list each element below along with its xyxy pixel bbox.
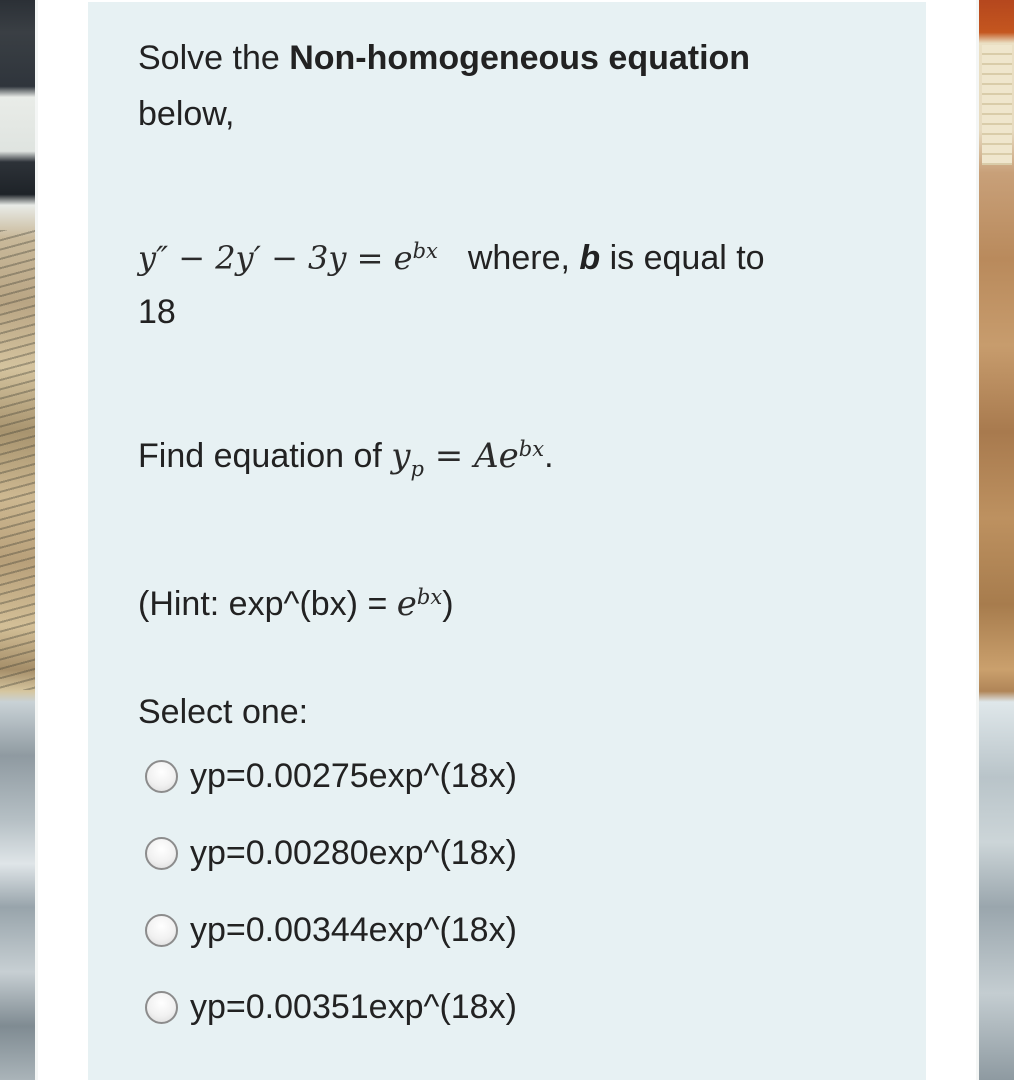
- question-card: [88, 2, 926, 1080]
- page: [38, 0, 976, 1080]
- b-value: 18: [138, 293, 176, 331]
- yp-rhs: = Ae: [434, 436, 519, 476]
- background-texture: [0, 230, 38, 690]
- radio-button[interactable]: [145, 760, 178, 793]
- answer-option-label[interactable]: yp=0.00275exp^(18x): [190, 757, 517, 795]
- page-edge: [976, 0, 979, 1080]
- equation-lhs: y″ − 2y′ − 3y = e: [138, 239, 413, 277]
- answer-option-label[interactable]: yp=0.00344exp^(18x): [190, 911, 517, 949]
- answer-option[interactable]: [145, 754, 517, 831]
- equation-line: [138, 238, 765, 282]
- where-prefix: where,: [467, 239, 580, 277]
- background-photo-right: [976, 0, 1014, 1080]
- hint-prefix: (Hint: exp^(bx) =: [138, 585, 397, 623]
- answer-option[interactable]: [145, 831, 517, 908]
- equation-exponent: bx: [412, 239, 438, 263]
- hint-math: [397, 584, 442, 624]
- background-paper: [982, 45, 1012, 165]
- hint-suffix: ): [442, 585, 454, 623]
- find-suffix: .: [544, 437, 554, 475]
- find-instruction: [138, 436, 554, 480]
- background-photo-left: [0, 0, 38, 1080]
- answer-options: [145, 754, 517, 1062]
- yp-exponent: bx: [518, 437, 545, 461]
- answer-option-label[interactable]: yp=0.00280exp^(18x): [190, 834, 517, 872]
- intro-bold-text: Non-homogeneous equation: [289, 39, 751, 77]
- where-text: [468, 239, 765, 277]
- equation: [138, 239, 438, 277]
- yp-y: y: [391, 436, 411, 476]
- hint-exponent: bx: [416, 585, 443, 609]
- answer-option[interactable]: [145, 908, 517, 985]
- question-intro: [138, 38, 750, 78]
- yp-expression: [391, 436, 545, 481]
- question-intro-line2: below,: [138, 95, 235, 133]
- hint-e: e: [396, 584, 417, 624]
- find-prefix: Find equation of: [138, 437, 392, 475]
- select-one-label: Select one:: [138, 693, 309, 731]
- yp-subscript: p: [410, 457, 424, 481]
- radio-button[interactable]: [145, 991, 178, 1024]
- answer-option[interactable]: [145, 985, 517, 1062]
- intro-text: Solve the: [138, 39, 290, 77]
- radio-button[interactable]: [145, 837, 178, 870]
- hint: [138, 584, 454, 628]
- b-variable: b: [579, 239, 601, 277]
- answer-option-label[interactable]: yp=0.00351exp^(18x): [190, 988, 517, 1026]
- radio-button[interactable]: [145, 914, 178, 947]
- where-suffix: is equal to: [600, 239, 765, 277]
